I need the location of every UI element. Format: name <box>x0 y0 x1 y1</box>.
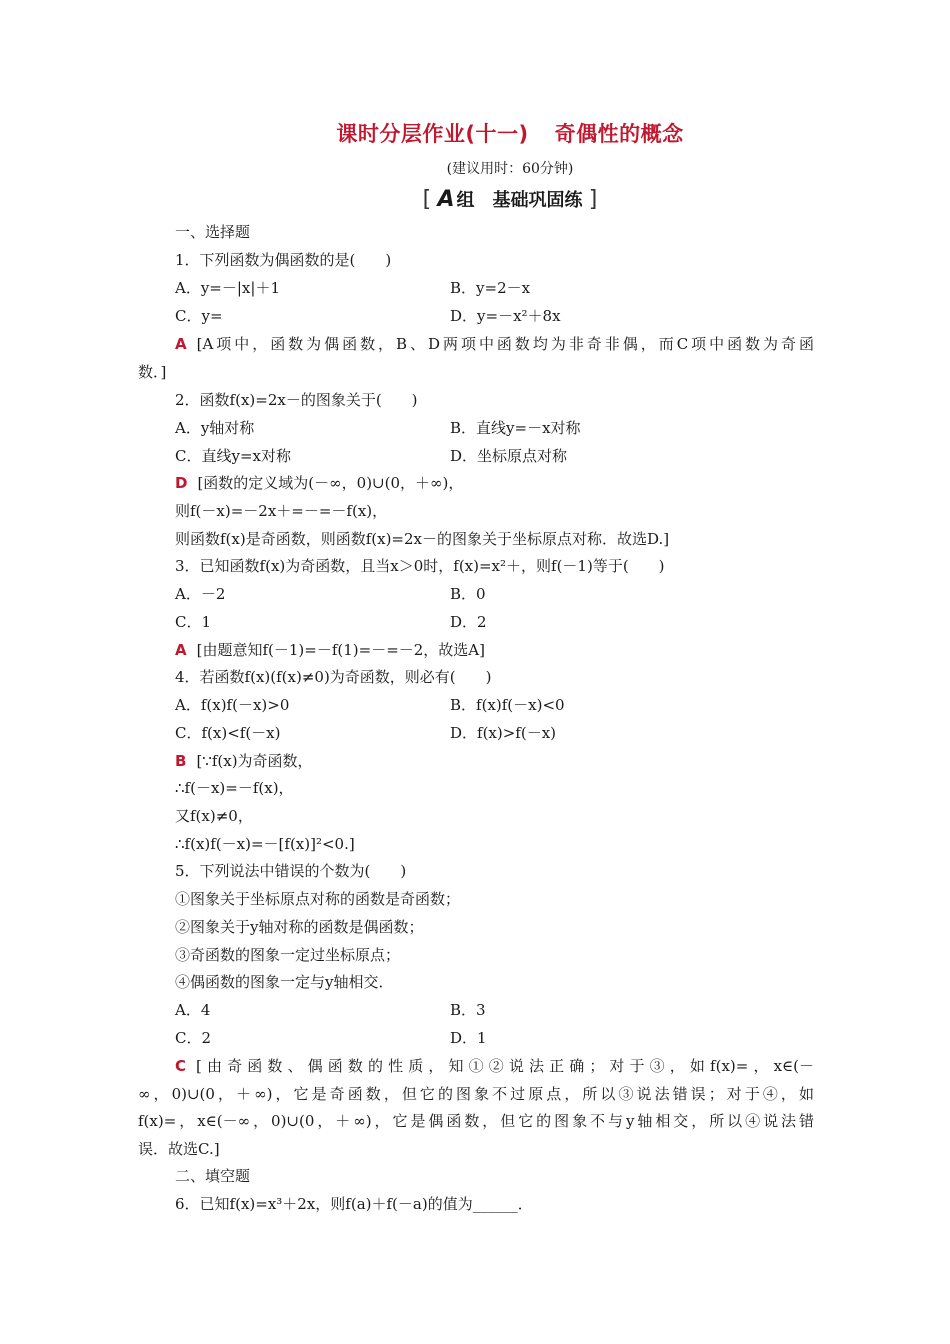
suggested-time: (建议用时：60分钟) <box>446 161 574 177</box>
q3-option-c: C．1 <box>175 613 212 631</box>
q5-option-d: D．1 <box>450 1029 487 1047</box>
q4-option-c: C．f(x)<f(－x) <box>175 724 281 742</box>
question-1: 1．下列函数为偶函数的是( ) <box>175 251 392 269</box>
q5-option-c: C．2 <box>175 1029 212 1047</box>
q1-option-a: A．y=－|x|＋1 <box>175 279 280 297</box>
q5-statement-3: ③奇函数的图象一定过坐标原点； <box>175 946 401 964</box>
q2-answer <box>175 473 463 493</box>
q4-answer-line2: ∴f(－x)=－f(x)， <box>175 779 294 797</box>
q5-answer-line4: 误．故选C.] <box>138 1140 220 1158</box>
question-5: 5．下列说法中错误的个数为( ) <box>175 862 407 880</box>
q5-option-b: B．3 <box>450 1001 486 1019</box>
q4-option-a: A．f(x)f(－x)>0 <box>175 696 290 714</box>
q3-answer <box>175 640 485 660</box>
q3-option-d: D．2 <box>450 613 487 631</box>
question-6: 6．已知f(x)=x³＋2x，则f(a)＋f(－a)的值为______． <box>175 1195 533 1213</box>
q5-option-a: A．4 <box>175 1001 211 1019</box>
page-title <box>0 118 950 148</box>
answer-text: [由奇函数、偶函数的性质，知①②说法正确；对于③，如f(x)=，x∈(－ <box>196 1057 814 1075</box>
title-topic: 奇偶性的概念 <box>554 122 684 146</box>
section-heading-fill: 二、填空题 <box>175 1167 251 1185</box>
q5-statement-1: ①图象关于坐标原点对称的函数是奇函数； <box>175 890 461 908</box>
question-4: 4．若函数f(x)(f(x)≠0)为奇函数，则必有( ) <box>175 668 492 686</box>
q5-answer-line2: ∞，0)∪(0，＋∞)，它是奇函数，但它的图象不过原点，所以③说法错误；对于④，如 <box>138 1085 814 1103</box>
q4-answer-line3: 又f(x)≠0， <box>175 807 253 825</box>
q2-option-c: C．直线y=x对称 <box>175 447 291 465</box>
q2-answer-line3: 则函数f(x)是奇函数，则函数f(x)=2x－的图象关于坐标原点对称．故选D.] <box>175 530 670 548</box>
group-name: 组 基础巩固练 <box>456 190 583 211</box>
q4-option-d: D．f(x)>f(－x) <box>450 724 557 742</box>
answer-text: [由题意知f(－1)=－f(1)=－=－2，故选A] <box>196 641 485 659</box>
q2-option-d: D．坐标原点对称 <box>450 447 568 465</box>
q1-option-d: D．y=－x²＋8x <box>450 307 561 325</box>
q5-statement-2: ②图象关于y轴对称的函数是偶函数； <box>175 918 424 936</box>
q1-answer-cont: 数．] <box>138 363 167 381</box>
answer-text: [∵f(x)为奇函数， <box>196 752 313 770</box>
question-3: 3．已知函数f(x)为奇函数，且当x＞0时，f(x)=x²＋，则f(－1)等于( ) <box>175 557 665 575</box>
q5-answer-line3: f(x)=，x∈(－∞，0)∪(0，＋∞)，它是偶函数，但它的图象不与y轴相交，所以④说法错 <box>138 1112 814 1130</box>
answer-text: [函数的定义域为(－∞，0)∪(0，＋∞)， <box>197 474 464 492</box>
answer-letter: A <box>175 335 187 353</box>
q3-option-b: B．0 <box>450 585 486 603</box>
answer-letter: B <box>175 752 187 770</box>
title-main: 课时分层作业(十一) <box>336 122 529 146</box>
section-heading-choice: 一、选择题 <box>175 223 251 241</box>
q3-option-a: A．－2 <box>175 585 226 603</box>
q1-option-c: C．y= <box>175 307 223 325</box>
q4-answer <box>175 751 313 771</box>
answer-text: [A项中，函数为偶函数，B、D两项中函数均为非奇非偶，而C项中函数为奇函 <box>196 335 814 353</box>
answer-letter: C <box>175 1057 187 1075</box>
q2-option-b: B．直线y=－x对称 <box>450 419 581 437</box>
group-heading: [ A 组 基础巩固练 ] <box>422 187 598 212</box>
q2-answer-line2: 则f(－x)=－2x＋=－=－f(x)， <box>175 502 388 520</box>
q5-statement-4: ④偶函数的图象一定与y轴相交． <box>175 973 394 991</box>
answer-letter: D <box>175 474 188 492</box>
q1-answer <box>175 334 814 354</box>
q5-answer <box>175 1056 814 1076</box>
q4-option-b: B．f(x)f(－x)<0 <box>450 696 565 714</box>
q4-answer-line4: ∴f(x)f(－x)=－[f(x)]²<0.] <box>175 835 355 853</box>
group-letter: A <box>437 187 455 212</box>
q2-option-a: A．y轴对称 <box>175 419 255 437</box>
question-2: 2．函数f(x)=2x－的图象关于( ) <box>175 391 418 409</box>
answer-letter: A <box>175 641 187 659</box>
q1-option-b: B．y=2－x <box>450 279 531 297</box>
